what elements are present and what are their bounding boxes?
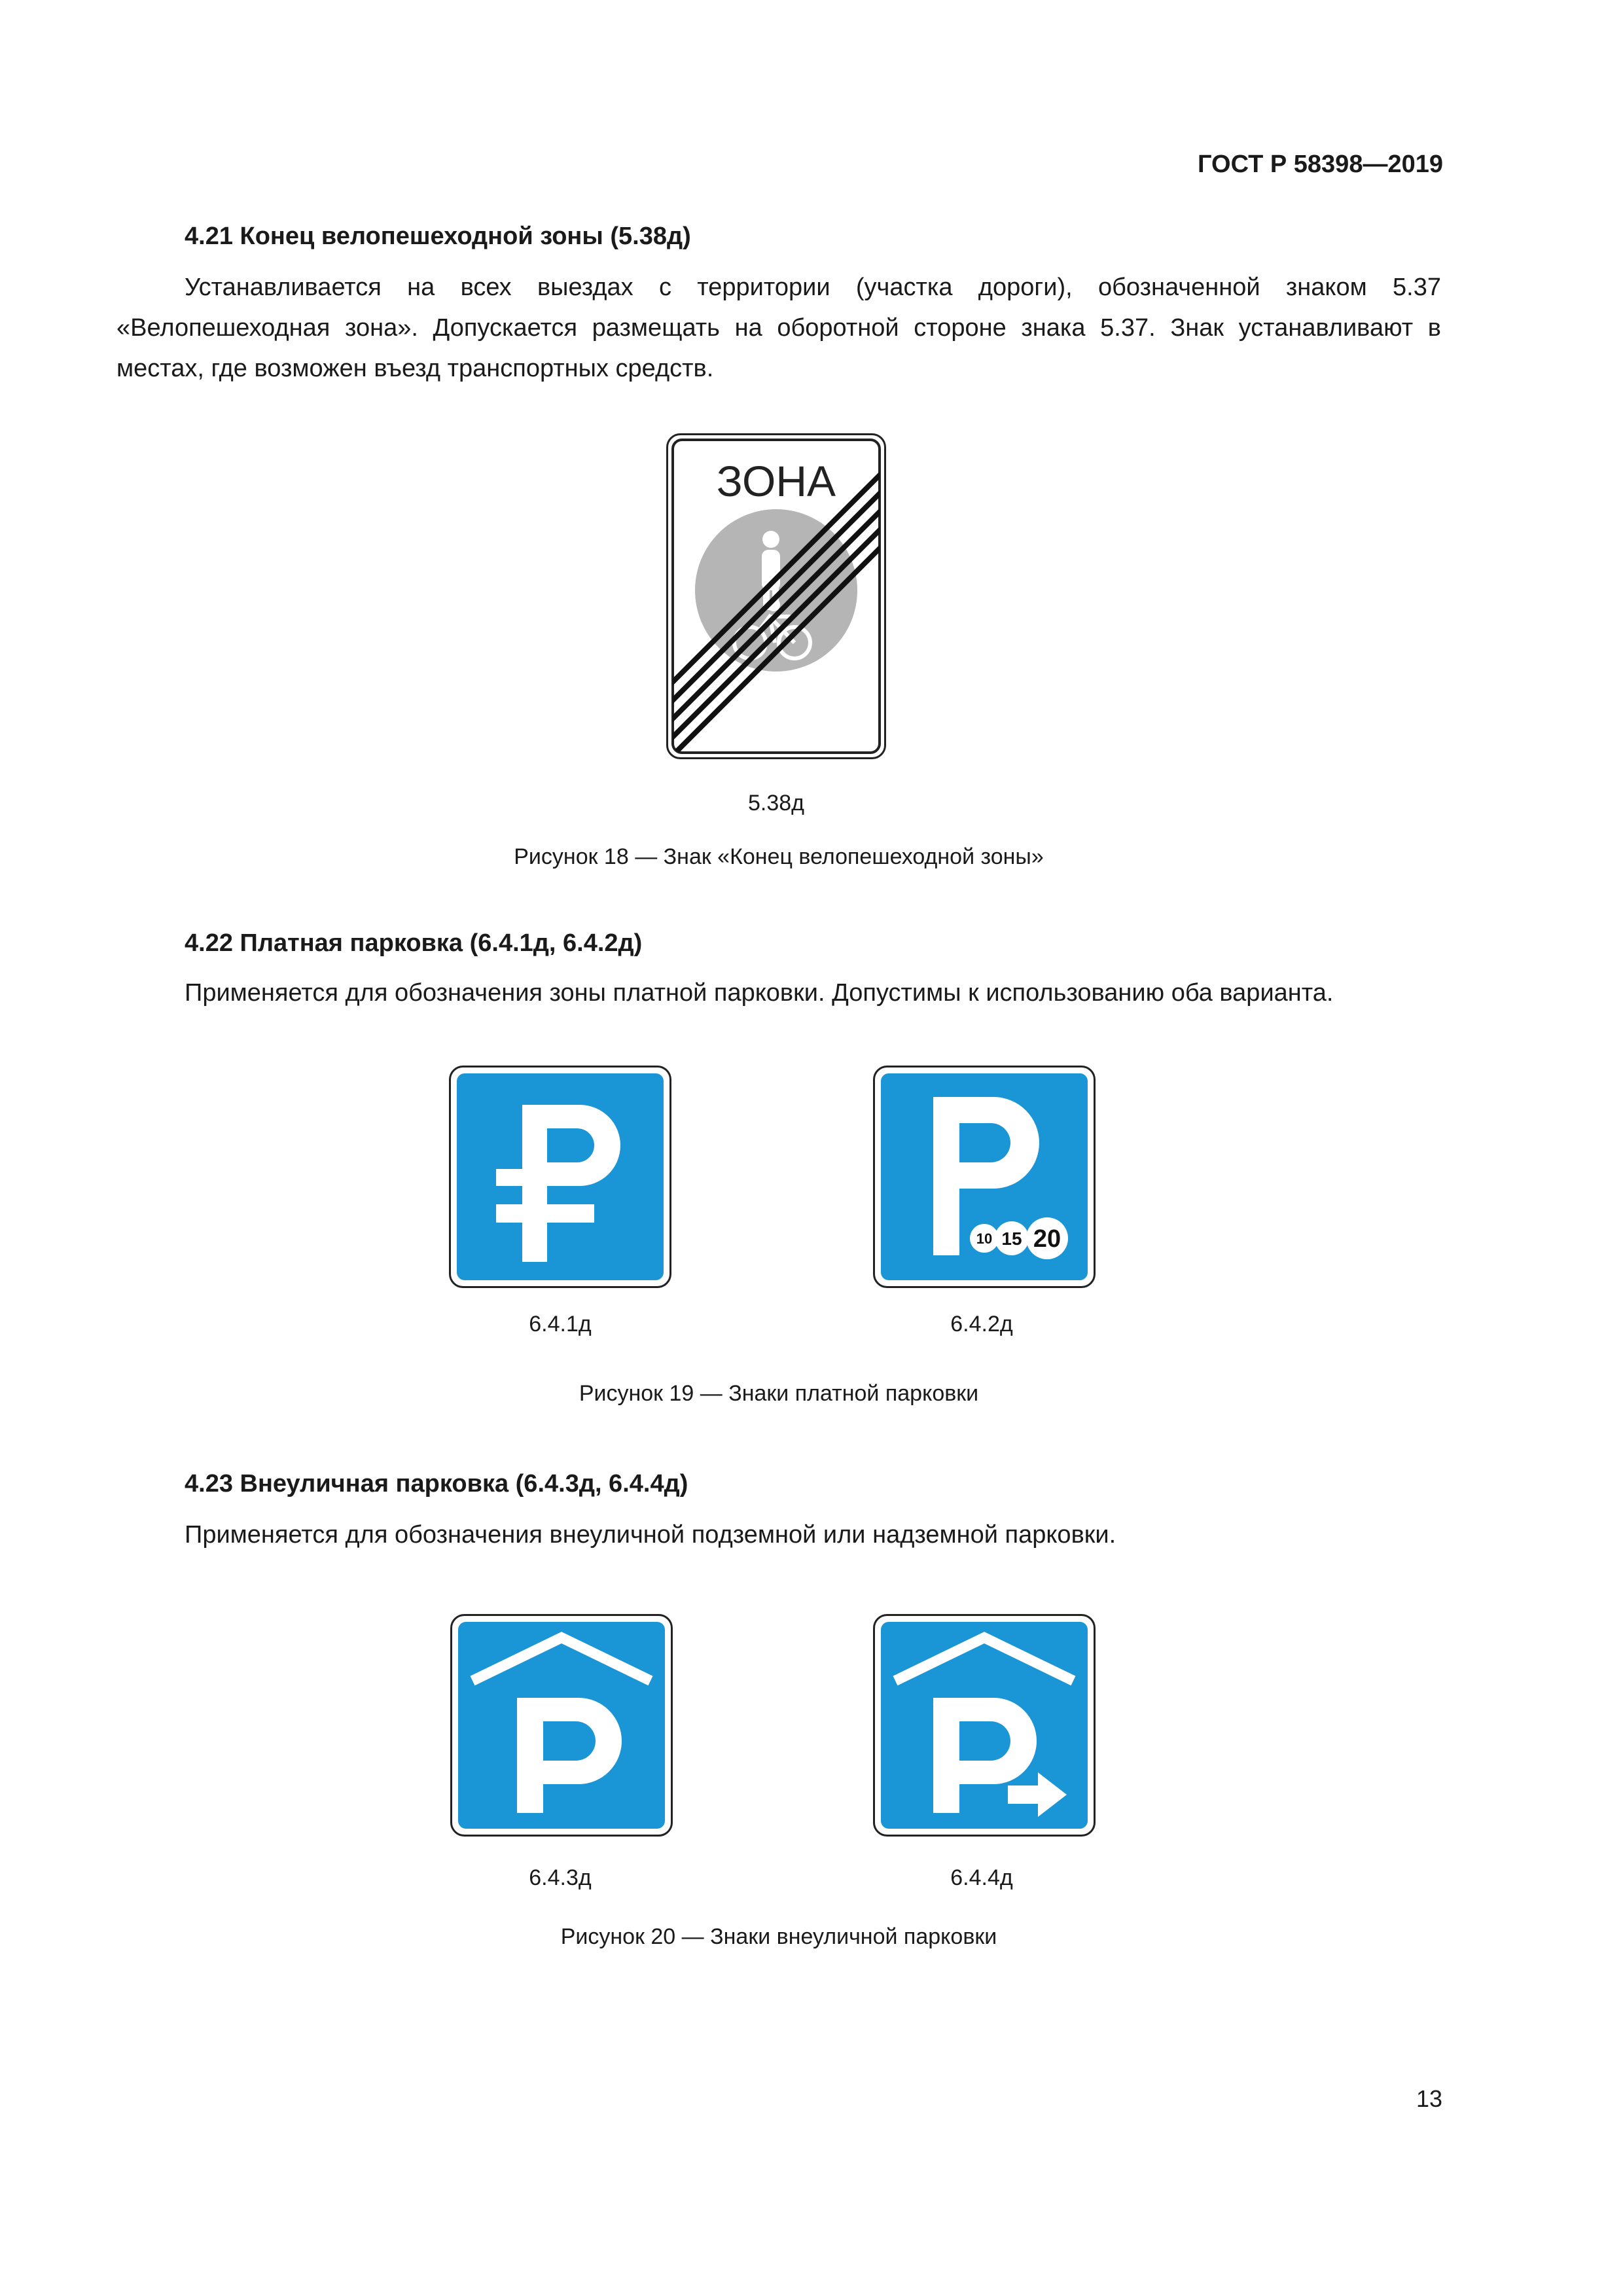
section-heading-4-23: 4.23 Внеуличная парковка (6.4.3д, 6.4.4д) — [185, 1470, 688, 1498]
section-text-4-23: Применяется для обозначения внеуличной подземной или надземной парковки. — [185, 1521, 1116, 1549]
fee-circle-20: 20 — [1033, 1225, 1061, 1253]
paid-parking-ruble-sign — [449, 1066, 671, 1288]
covered-parking-right-sign — [873, 1614, 1096, 1837]
figure-caption-18: Рисунок 18 — Знак «Конец велопешеходной зоны» — [514, 844, 1044, 869]
sign-label-6-4-4d: 6.4.4д — [950, 1865, 1013, 1890]
figure-caption-19: Рисунок 19 — Знаки платной парковки — [579, 1381, 979, 1406]
covered-parking-sign — [450, 1614, 673, 1837]
sign-6-4-4d — [873, 1614, 1096, 1837]
section-text-4-21-content: Устанавливается на всех выездах с территории (участка дороги), обозначенной знаком 5.37 «Велопешеходная зона». Допускается размещать на оборотной стороне знака 5.37. Знак устанавливают в местах, где возможен въезд транспортных средств. — [116, 274, 1441, 382]
figure-caption-20: Рисунок 20 — Знаки внеуличной парковки — [560, 1924, 997, 1949]
end-bike-pedestrian-zone-sign — [666, 433, 886, 759]
sign-label-6-4-3d: 6.4.3д — [529, 1865, 592, 1890]
fee-circle-10: 10 — [976, 1230, 993, 1247]
fee-circle-15: 15 — [1001, 1229, 1022, 1249]
section-heading-4-22: 4.22 Платная парковка (6.4.1д, 6.4.2д) — [185, 929, 643, 957]
sign-6-4-1d — [449, 1066, 671, 1288]
sign-label-6-4-2d: 6.4.2д — [950, 1312, 1013, 1336]
section-text-4-21 — [116, 267, 1441, 389]
page-number: 13 — [1416, 2085, 1442, 2112]
sign-5-38d — [666, 433, 886, 759]
section-text-4-22: Применяется для обозначения зоны платной парковки. Допустимы к использованию оба варианта. — [185, 979, 1334, 1007]
document-code: ГОСТ Р 58398—2019 — [1198, 151, 1443, 178]
sign-zone-text: ЗОНА — [716, 457, 836, 505]
paid-parking-fees-sign — [873, 1066, 1096, 1288]
sign-label-5-38d: 5.38д — [747, 791, 804, 816]
sign-6-4-3d — [450, 1614, 673, 1837]
section-heading-4-21: 4.21 Конец велопешеходной зоны (5.38д) — [185, 223, 691, 250]
sign-label-6-4-1d: 6.4.1д — [529, 1312, 592, 1336]
sign-6-4-2d — [873, 1066, 1096, 1288]
